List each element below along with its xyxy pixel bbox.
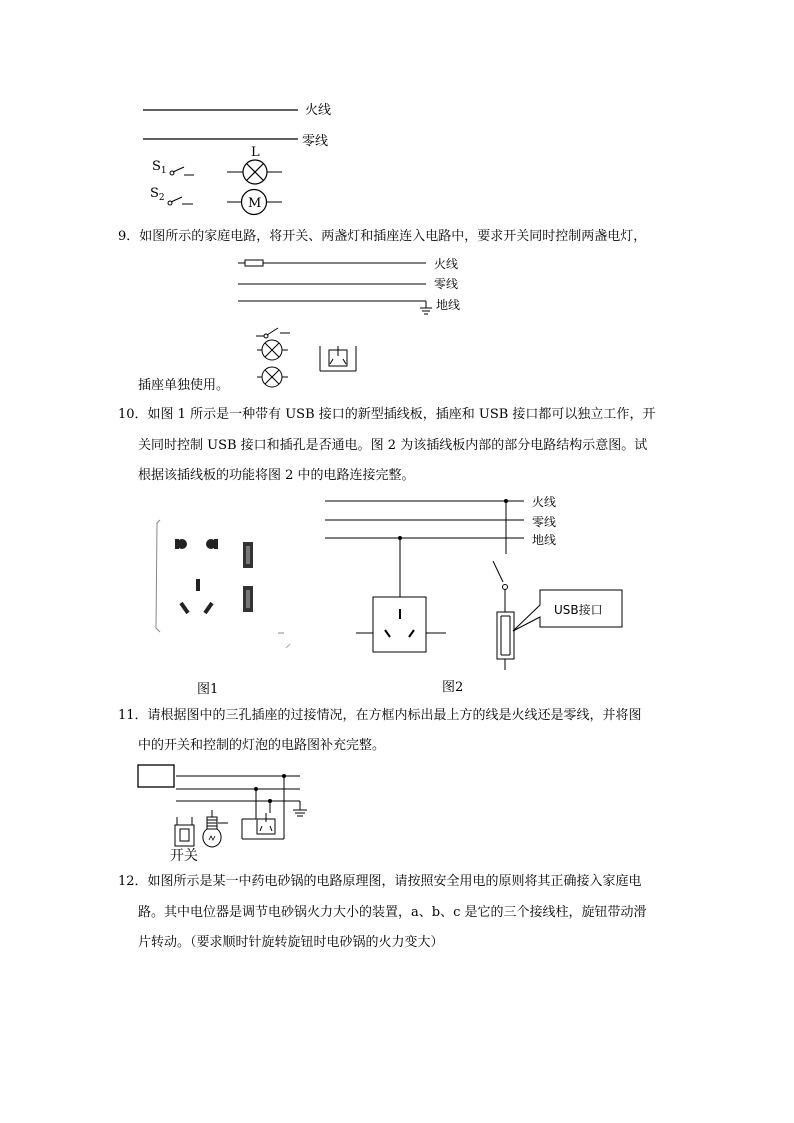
figure-q9: [0, 250, 794, 390]
three-hole-socket-icon: [356, 597, 446, 652]
power-strip-figure: [156, 520, 290, 648]
label-fire-q10: 火线: [532, 495, 557, 509]
socket-icon: [320, 346, 356, 371]
question-12-line2: 路。其中电位器是调节电砂锅火力大小的装置，a、b、c 是它的三个接线柱，旋钮带动滑: [138, 905, 647, 920]
figure-q8: [0, 0, 794, 220]
label-fire-q8: 火线: [305, 103, 332, 118]
question-10-line2: 关同时控制 USB 接口和插孔是否通电。图 2 为该插线板内部的部分电路结构示意图。试: [138, 438, 648, 453]
fuse-icon: [245, 260, 263, 266]
switch-label: 开关: [170, 848, 198, 864]
label-l: L: [251, 145, 260, 160]
answer-box[interactable]: [138, 765, 174, 787]
bulb-icon: [203, 810, 228, 847]
switch-icon: [175, 817, 194, 846]
question-12-line3: 片转动。（要求顺时针旋转旋钮时电砂锅的火力变大）: [138, 935, 444, 950]
label-zero-q10: 零线: [532, 515, 557, 529]
fig1-caption: 图1: [197, 682, 219, 697]
usb-port-label: USB接口: [554, 603, 603, 617]
label-earth-q9: 地线: [436, 298, 461, 312]
switch-icon: [256, 328, 290, 338]
label-earth-q10: 地线: [532, 533, 557, 547]
three-hole-socket-icon: [242, 813, 284, 839]
lamp-icon: [257, 340, 288, 360]
label-fire-q9: 火线: [434, 257, 459, 271]
label-zero-q8: 零线: [302, 134, 329, 149]
label-m: M: [248, 196, 262, 211]
figure-q11: [0, 760, 794, 870]
label-s1: $S_1$: [152, 159, 167, 176]
switch-icon: [493, 561, 508, 612]
ground-icon: [293, 810, 307, 816]
label-s2: $S_2$: [150, 186, 165, 203]
question-11-line2: 中的开关和控制的灯泡的电路图补充完整。: [138, 738, 386, 753]
question-9-line1: 9．如图所示的家庭电路，将开关、两盏灯和插座连入电路中，要求开关同时控制两盏电灯，: [118, 229, 647, 244]
figure-q10: [0, 490, 794, 705]
ground-icon: [420, 308, 432, 314]
label-zero-q9: 零线: [434, 277, 459, 291]
question-10-line3: 根据该插线板的功能将图 2 中的电路连接完整。: [138, 468, 415, 483]
question-10-line1: 10．如图 1 所示是一种带有 USB 接口的新型插线板，插座和 USB 接口都可以独立工作，开: [118, 407, 656, 422]
question-12-line1: 12．如图所示是某一中药电砂锅的电路原理图，请按照安全用电的原则将其正确接入家庭电: [118, 874, 642, 889]
usb-module-icon: [497, 612, 514, 670]
question-11-line1: 11．请根据图中的三孔插座的过接情况，在方框内标出最上方的线是火线还是零线，并将图: [118, 708, 642, 723]
fig2-caption: 图2: [442, 680, 464, 695]
question-9-line2: 插座单独使用。: [138, 378, 230, 393]
